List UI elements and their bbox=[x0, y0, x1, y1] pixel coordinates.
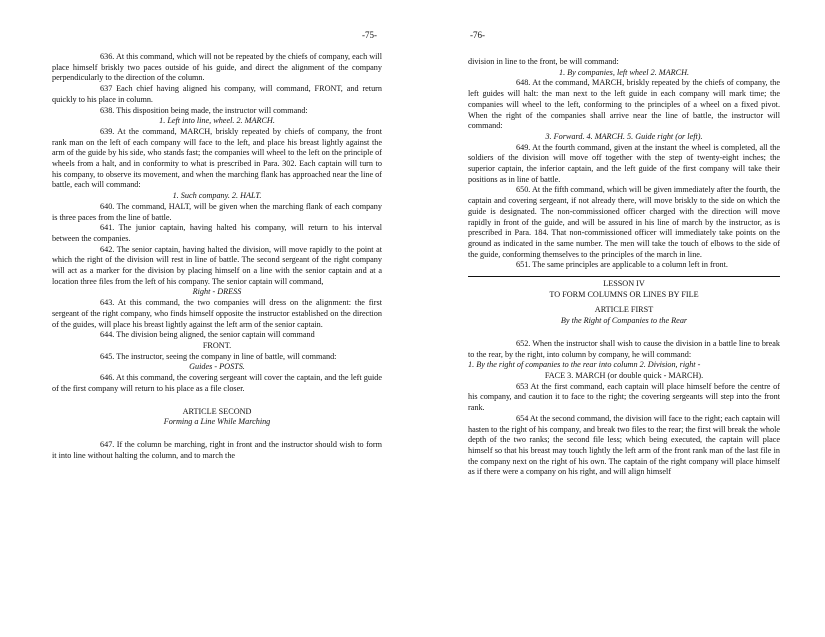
section-divider bbox=[468, 276, 780, 277]
paragraph-647-continued: division in line to the front, be will command: bbox=[468, 57, 619, 66]
paragraph-643: 643. At this command, the two companies will dress on the alignment: the first sergeant of the right company, who finds himself opposite the instructor established on the direction of the guides, will place his breast lightly against the left arm of the senior captain. bbox=[52, 298, 382, 329]
paragraph-645: 645. The instructor, seeing the company in line of battle, will command: bbox=[100, 351, 337, 361]
command-642: Right - DRESS bbox=[192, 287, 242, 297]
article-first-title: ARTICLE FIRST bbox=[594, 305, 654, 315]
command-639: 1. Such company. 2. HALT. bbox=[172, 191, 262, 201]
command-645: Guides - POSTS. bbox=[189, 362, 245, 372]
command-644: FRONT. bbox=[202, 340, 232, 350]
command-638: 1. Left into line, wheel. 2. MARCH. bbox=[159, 116, 275, 126]
command-652-line2: FACE 3. MARCH (or double quick - MARCH). bbox=[544, 370, 704, 380]
paragraph-637: 637 Each chief having aligned his company, will command, FRONT, and return quickly to his place in column. bbox=[52, 84, 382, 104]
lesson-subtitle: TO FORM COLUMNS OR LINES BY FILE bbox=[549, 289, 699, 299]
command-652-line1: 1. By the right of companies to the rear into column 2. Division, right - bbox=[468, 360, 701, 370]
right-page bbox=[468, 57, 780, 478]
paragraph-636: 636. At this command, which will not be repeated by the chiefs of company, each will place himself briskly two paces outside of his guide, and direct the alignment of the company perpendicularly to the direction of the column. bbox=[52, 52, 382, 83]
paragraph-647: 647. If the column be marching, right in front and the instructor should wish to form it into line without halting the column, and to march the bbox=[52, 439, 382, 460]
command-647: 1. By companies, left wheel 2. MARCH. bbox=[558, 67, 690, 77]
article-second-title: ARTICLE SECOND bbox=[182, 406, 252, 416]
paragraph-649: 649. At the fourth command, given at the instant the wheel is completed, all the soldiers of the division will move off together with the step of twenty-eight inches; the superior captain, the inferior captain, and the left guide of the first company will take their positions as in line of battle. bbox=[468, 142, 780, 184]
page-number-left: -75- bbox=[362, 30, 377, 40]
paragraph-654: 654 At the second command, the division will face to the right; each captain will hasten to the right of his company, and break two files to the rear; the first will break the whole depth of the two ranks; the second file less; which being executed, the captain will place himself so that his breast may touch lightly the left arm of the front rank man of the last file in the company next on the right of his own. The captain of the right company will place himself as if there were a company on his right, and will align himself bbox=[468, 413, 780, 477]
paragraph-653: 653 At the first command, each captain will place himself before the centre of his company, and caution it to face to the right; the covering sergeants will step into the front rank. bbox=[468, 381, 780, 413]
lesson-title: LESSON IV bbox=[603, 279, 645, 289]
command-648: 3. Forward. 4. MARCH. 5. Guide right (or left). bbox=[545, 131, 703, 141]
left-page bbox=[52, 52, 382, 461]
paragraph-648: 648. At the command, MARCH, briskly repeated by the chiefs of company, the left guides will halt: the man next to the left guide in each company will mark time; the companies will wheel to the left, conforming to the principles of a wheel on a fixed pivot. When the right of the companies shall arrive near the line of battle, the instructor will command: bbox=[468, 78, 780, 131]
paragraph-642: 642. The senior captain, having halted the division, will move rapidly to the point at which the right of the division will rest in line of battle. The second sergeant of the right company will act as a marker for the division by placing himself on a line with the senior captain and at a location three files from the left of his company. The senior captain will command, bbox=[52, 244, 382, 286]
paragraph-639: 639. At the command, MARCH, briskly repeated by chiefs of company, the front rank man on the left of each company will face to the left, and place his breast lightly against the arm of the guide by his side, who stands fast; the companies will wheel to the left on the principle of wheels from a halt, and in conformity to what is prescribed in Para. 302. Each captain will turn to his company, to observe its movement, and when the marching flank has approached near the line of battle, each will command: bbox=[52, 126, 382, 190]
paragraph-646: 646. At this command, the covering sergeant will cover the captain, and the left guide of the first company will return to his place as a file closer. bbox=[52, 373, 382, 393]
article-first-subtitle: By the Right of Companies to the Rear bbox=[560, 316, 688, 326]
paragraph-651: 651. The same principles are applicable to a column left in front. bbox=[516, 260, 728, 270]
article-second-subtitle: Forming a Line While Marching bbox=[163, 417, 271, 427]
paragraph-644: 644. The division being aligned, the senior captain will command bbox=[100, 330, 315, 340]
paragraph-652: 652. When the instructor shall wish to cause the division in a battle line to break to the rear, by the right, into column by company, he will command: bbox=[468, 338, 780, 359]
paragraph-638: 638. This disposition being made, the instructor will command: bbox=[100, 105, 308, 115]
page-number-right: -76- bbox=[470, 30, 485, 40]
paragraph-650: 650. At the fifth command, which will be given immediately after the fourth, the captain and covering sergeant, if not already there, will move briskly to the side on which the guide is designated. The non-commissioned officer charged with the direction will move rapidly in front of the guide, and will be assured in his line of march by the instructor, as is prescribed in Para. 184. That non-commissioned officer will immediately take points on the ground as indicated in the same number. The men will take the touch of elbows to the side of the guide, conforming themselves to the principles of the march in line. bbox=[468, 185, 780, 259]
paragraph-641: 641. The junior captain, having halted his company, will return to his interval between the companies. bbox=[52, 223, 382, 243]
paragraph-640: 640. The command, HALT, will be given when the marching flank of each company is three paces from the line of battle. bbox=[52, 201, 382, 222]
